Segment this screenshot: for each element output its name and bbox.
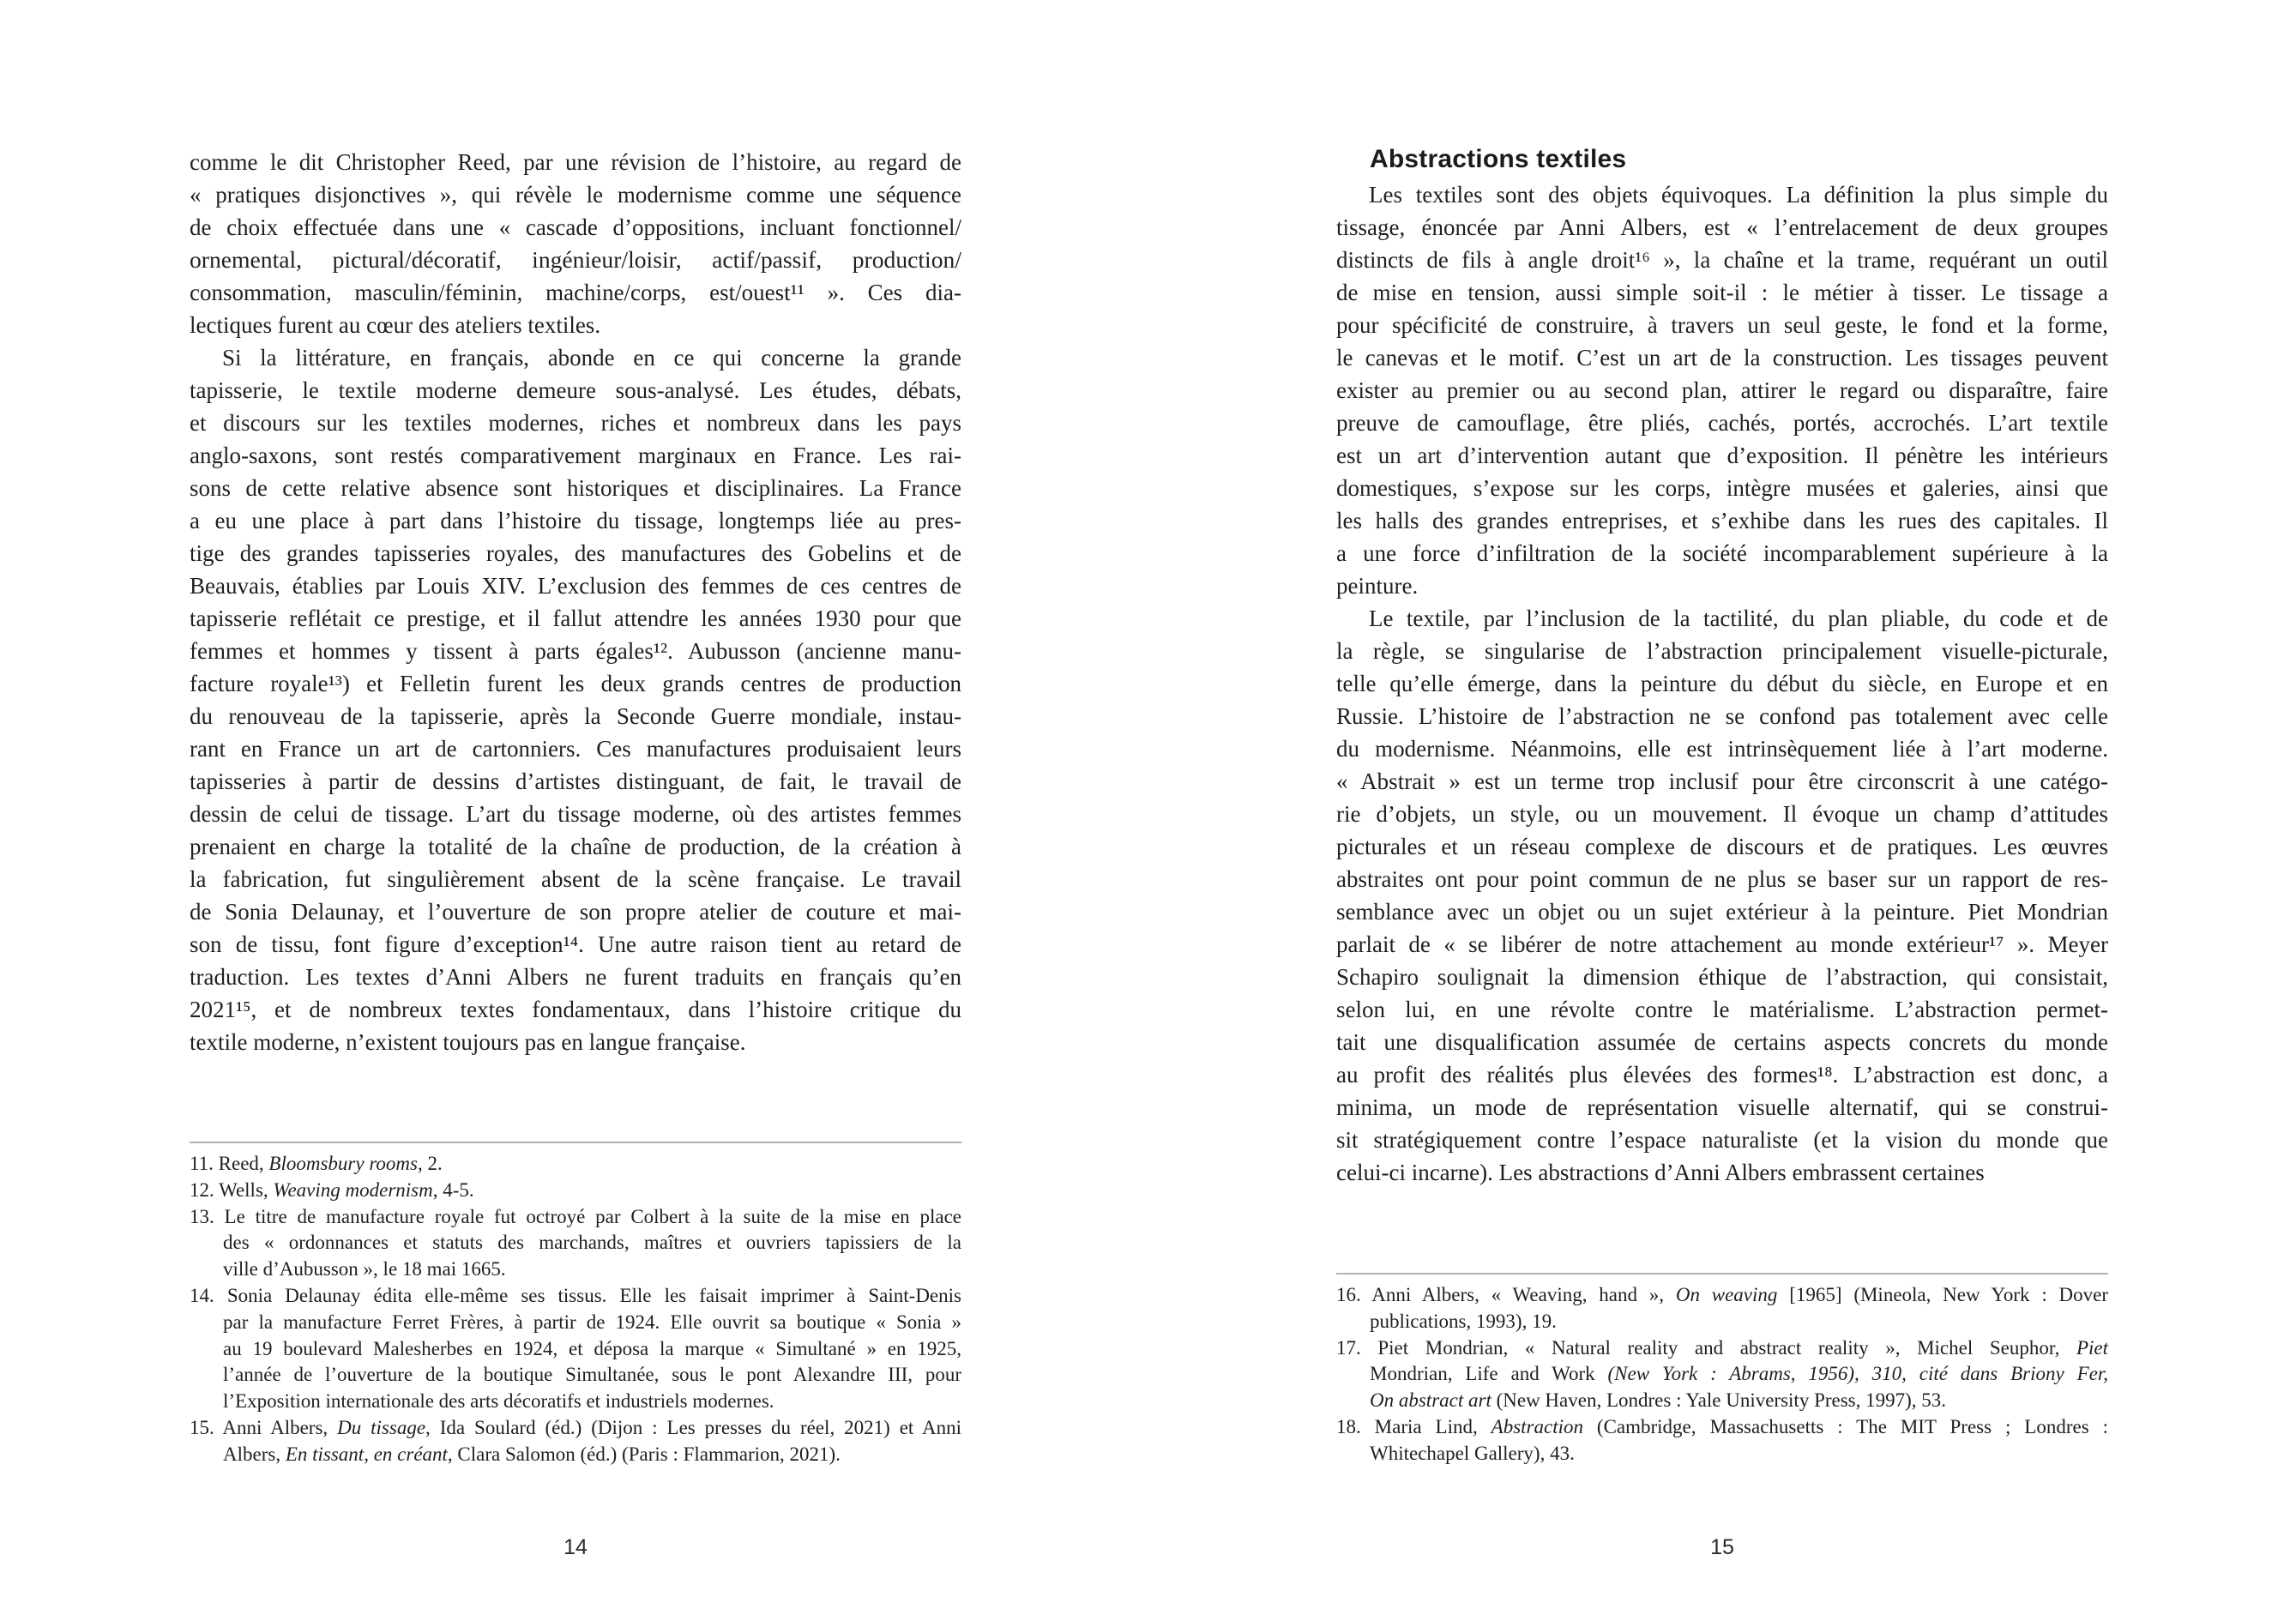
text-line: tige des grandes tapisseries royales, des manufactures des Gobelins et de xyxy=(190,540,961,566)
footnote-line: au 19 boulevard Malesherbes en 1924, et déposa la marque « Simultané » en 1925, xyxy=(223,1337,961,1359)
text-line: minima, un mode de représentation visuelle alternatif, qui se construi- xyxy=(1336,1094,2108,1120)
footnote-line: 11. Reed, Bloomsbury rooms, 2. xyxy=(190,1153,443,1174)
text-line: Schapiro soulignait la dimension éthique de l’abstraction, qui consistait, xyxy=(1336,964,2108,990)
text-line: telle qu’elle émerge, dans la peinture du début du siècle, en Europe et en xyxy=(1336,671,2108,696)
text-line: traduction. Les textes d’Anni Albers ne furent traduits en français qu’en xyxy=(190,964,961,990)
text-line: 2021¹⁵, et de nombreux textes fondamentaux, dans l’histoire critique du xyxy=(190,997,961,1022)
text-line: de choix effectuée dans une « cascade d’oppositions, incluant fonctionnel/ xyxy=(190,214,961,240)
footnote-line: ville d’Aubusson », le 18 mai 1665. xyxy=(223,1258,506,1281)
text-line: domestiques, s’expose sur les corps, intègre musées et galeries, ainsi que xyxy=(1336,475,2108,501)
text-line: sons de cette relative absence sont historiques et disciplinaires. La France xyxy=(190,475,961,501)
text-line: du modernisme. Néanmoins, elle est intrinsèquement liée à l’art moderne. xyxy=(1336,736,2108,762)
text-line: tapisseries à partir de dessins d’artistes distinguant, de fait, le travail de xyxy=(190,768,961,794)
text-line: Beauvais, établies par Louis XIV. L’exclusion des femmes de ces centres de xyxy=(190,573,961,599)
text-line: tapisserie, le textile moderne demeure sous-analysé. Les études, débats, xyxy=(190,377,961,403)
footnote-line: 13. Le titre de manufacture royale fut octroyé par Colbert à la suite de la mise en place xyxy=(190,1205,961,1227)
left-footnotes xyxy=(190,1151,961,1468)
footnote-line: 15. Anni Albers, Du tissage, Ida Soulard (éd.) (Dijon : Les presses du réel, 2021) et Anni xyxy=(190,1416,961,1438)
text-line: facture royale¹³) et Felletin furent les deux grands centres de production xyxy=(190,671,961,696)
text-line: tissage, énoncée par Anni Albers, est « l’entrelacement de deux groupes xyxy=(1336,214,2108,240)
text-line: textile moderne, n’existent toujours pas en langue française. xyxy=(190,1029,746,1055)
footnote-line: 14. Sonia Delaunay édita elle-même ses tissus. Elle les faisait imprimer à Saint-Denis xyxy=(190,1284,961,1306)
text-line: Le textile, par l’inclusion de la tactilité, du plan pliable, du code et de xyxy=(1369,606,2108,631)
footnote-line: par la manufacture Ferret Frères, à partir de 1924. Elle ouvrit sa boutique « Sonia » xyxy=(223,1311,961,1333)
text-line: celui-ci incarne). Les abstractions d’Anni Albers embrassent certaines xyxy=(1336,1160,1985,1185)
text-line: la règle, se singularise de l’abstraction principalement visuelle-picturale, xyxy=(1336,638,2108,664)
text-line: « Abstrait » est un terme trop inclusif pour être circonscrit à une catégo- xyxy=(1336,768,2108,794)
text-line: est un art d’intervention autant que d’exposition. Il pénètre les intérieurs xyxy=(1336,443,2108,468)
text-line: du renouveau de la tapisserie, après la Seconde Guerre mondiale, instau- xyxy=(190,703,961,729)
text-line: au profit des réalités plus élevées des formes¹⁸. L’abstraction est donc, a xyxy=(1336,1062,2108,1088)
text-line: et discours sur les textiles modernes, riches et nombreux dans les pays xyxy=(190,410,961,436)
text-line: comme le dit Christopher Reed, par une révision de l’histoire, au regard de xyxy=(190,149,961,175)
footnote-line: l’année de l’ouverture de la boutique Simultanée, sous le pont Alexandre III, pour xyxy=(223,1364,961,1386)
text-line: de mise en tension, aussi simple soit-il : le métier à tisser. Le tissage a xyxy=(1336,280,2108,305)
right-body-text xyxy=(1336,178,2108,1189)
text-line: sit stratégiquement contre l’espace naturaliste (et la vision du monde que xyxy=(1336,1127,2108,1153)
text-line: femmes et hommes y tissent à parts égales¹². Aubusson (ancienne manu- xyxy=(190,638,961,664)
text-line: lectiques furent au cœur des ateliers textiles. xyxy=(190,312,601,338)
text-line: abstraites ont pour point commun de ne plus se baser sur un rapport de res- xyxy=(1336,866,2108,892)
text-line: rant en France un art de cartonniers. Ces manufactures produisaient leurs xyxy=(190,736,961,762)
footnote-line: publications, 1993), 19. xyxy=(1370,1310,1557,1332)
footnote-line: 12. Wells, Weaving modernism, 4-5. xyxy=(190,1178,474,1201)
text-line: distincts de fils à angle droit¹⁶ », la chaîne et la trame, requérant un outil xyxy=(1336,247,2108,273)
footnote-line: Whitechapel Gallery), 43. xyxy=(1370,1442,1575,1464)
text-line: tapisserie reflétait ce prestige, et il fallut attendre les années 1930 pour que xyxy=(190,606,961,631)
text-line: parlait de « se libérer de notre attachement au monde extérieur¹⁷ ». Meyer xyxy=(1336,931,2108,957)
right-footnotes xyxy=(1336,1282,2108,1467)
left-footnote-rule xyxy=(190,1142,961,1143)
text-line: preuve de camouflage, être pliés, cachés, portés, accrochés. L’art textile xyxy=(1336,410,2108,436)
left-page-number: 14 xyxy=(563,1535,588,1559)
footnote-line: On abstract art (New Haven, Londres : Yale University Press, 1997), 53. xyxy=(1370,1389,1947,1412)
text-line: les halls des grandes entreprises, et s’exhibe dans les rues des capitales. Il xyxy=(1336,508,2108,533)
footnote-line: 18. Maria Lind, Abstraction (Cambridge, Massachusetts : The MIT Press ; Londres : xyxy=(1336,1415,2108,1437)
text-line: exister au premier ou au second plan, attirer le regard ou disparaître, faire xyxy=(1336,377,2108,403)
footnote-line: l’Exposition internationale des arts décoratifs et industriels modernes. xyxy=(223,1390,774,1413)
left-body-text xyxy=(190,146,961,1058)
text-line: le canevas et le motif. C’est un art de la construction. Les tissages peuvent xyxy=(1336,345,2108,371)
text-line: picturales et un réseau complexe de discours et de pratiques. Les œuvres xyxy=(1336,834,2108,859)
text-line: tait une disqualification assumée de certains aspects concrets du monde xyxy=(1336,1029,2108,1055)
text-line: Russie. L’histoire de l’abstraction ne se confond pas totalement avec celle xyxy=(1336,703,2108,729)
text-line: de Sonia Delaunay, et l’ouverture de son propre atelier de couture et mai- xyxy=(190,899,961,925)
right-page-number: 15 xyxy=(1710,1535,1734,1559)
text-line: Si la littérature, en français, abonde en ce qui concerne la grande xyxy=(222,345,961,371)
text-line: anglo-saxons, sont restés comparativement marginaux en France. Les rai- xyxy=(190,443,961,468)
section-heading: Abstractions textiles xyxy=(1370,145,1627,173)
text-line: a eu une place à part dans l’histoire du tissage, longtemps liée au pres- xyxy=(190,508,961,533)
text-line: son de tissu, font figure d’exception¹⁴. Une autre raison tient au retard de xyxy=(190,931,961,957)
footnote-line: Mondrian, Life and Work (New York : Abrams, 1956), 310, cité dans Briony Fer, xyxy=(1370,1363,2108,1385)
text-line: selon lui, en une révolte contre le matérialisme. L’abstraction permet- xyxy=(1336,997,2108,1022)
footnote-line: 17. Piet Mondrian, « Natural reality and abstract reality », Michel Seuphor, Piet xyxy=(1336,1336,2108,1359)
text-line: la fabrication, fut singulièrement absent de la scène française. Le travail xyxy=(190,866,961,892)
text-line: « pratiques disjonctives », qui révèle le modernisme comme une séquence xyxy=(190,182,961,208)
text-line: dessin de celui de tissage. L’art du tissage moderne, où des artistes femmes xyxy=(190,801,961,827)
text-line: Les textiles sont des objets équivoques. La définition la plus simple du xyxy=(1369,182,2108,208)
right-footnote-rule xyxy=(1336,1273,2108,1275)
footnote-line: Albers, En tissant, en créant, Clara Salomon (éd.) (Paris : Flammarion, 2021). xyxy=(223,1443,841,1465)
text-line: prenaient en charge la totalité de la chaîne de production, de la création à xyxy=(190,834,961,859)
footnote-line: 16. Anni Albers, « Weaving, hand », On weaving [1965] (Mineola, New York : Dover xyxy=(1336,1284,2108,1305)
text-line: peinture. xyxy=(1336,573,1419,599)
footnote-line: des « ordonnances et statuts des marchands, maîtres et ouvriers tapissiers de la xyxy=(223,1232,961,1254)
text-line: semblance avec un objet ou un sujet extérieur à la peinture. Piet Mondrian xyxy=(1336,899,2108,925)
text-line: a une force d’infiltration de la société incomparablement supérieure à la xyxy=(1336,540,2108,566)
text-line: pour spécificité de construire, à travers un seul geste, le fond et la forme, xyxy=(1336,312,2108,338)
text-line: ornemental, pictural/décoratif, ingénieur/loisir, actif/passif, production/ xyxy=(190,247,961,273)
text-line: consommation, masculin/féminin, machine/corps, est/ouest¹¹ ». Ces dia- xyxy=(190,280,961,305)
text-line: rie d’objets, un style, ou un mouvement. Il évoque un champ d’attitudes xyxy=(1336,801,2108,827)
